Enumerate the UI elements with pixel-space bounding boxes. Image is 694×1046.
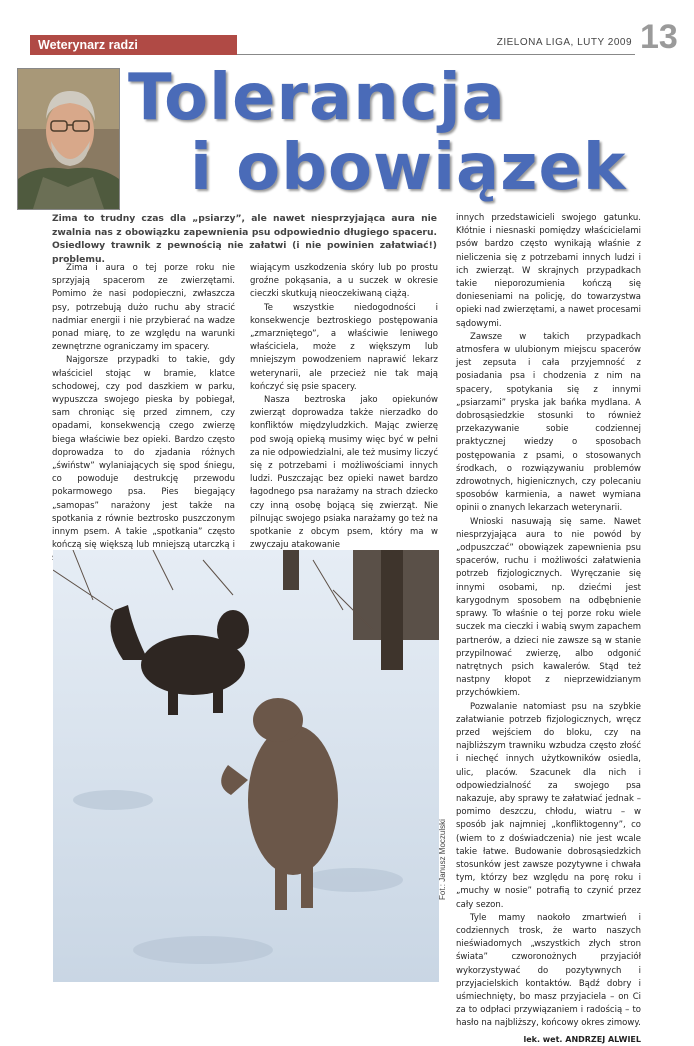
paragraph: wiającym uszkodzenia skóry lub po prostu groźne pokąsania, a u suczek w okresie cieczki skutkują nieoczekiwaną ciążą. — [250, 263, 438, 300]
column-3 — [456, 212, 641, 1046]
section-label: Weterynarz radzi — [38, 38, 138, 52]
paragraph: Wnioski nasuwają się same. Nawet niesprzyjająca aura to nie powód by „odpuszczać” obowiązek zapewnienia psu spacerów, ruchu i możliwości załatwienia potrzeb fizjologicznych. Wyręczanie się innymi osobami, np. dziećmi jest karygodnym sposobem na odbębnienie sprawy. To właśnie o tej porze roku wiele suczek ma cieczki i wabią swym zapachem partnerów, a dzieci nie zawsze są w stanie przypilnować zwierzę, albo odgonić natrętnych psich kawalerów. Stąd też nastpny kłopot z nieprzewidzianym przychówkiem. — [456, 516, 641, 699]
paragraph: Pozwalanie natomiast psu na szybkie załatwianie potrzeb fizjologicznych, wręcz przed wejściem do bloku, czy na najbliższym trawniku wzbudza często złość i niechęć innych użytkowników osiedla, ulic, placów. Szacunek dla nich i odpowiedzialność za swojego psa nakazuje, aby sprawy te załatwiać jednak – pomimo deszczu, chłodu, wiatru – w sposób jak najmniej „konfliktogenny”, co (wiem to z doświadczenia) nie jest wcale takie łatwe. Budowanie dobrosąsiedzkich stosunków jest zawsze pozytywne i chwała tym, którzy bez względu na porę roku i „muchy w nosie” potrafią to czynić przez cały sezon. — [456, 701, 641, 910]
column-2 — [250, 262, 438, 552]
photo-credit: Fot.: Janusz Moczulski — [438, 819, 447, 900]
header-rule — [237, 54, 635, 55]
article-title-line2: i obowiązek — [190, 131, 627, 205]
paragraph: Nasza beztroska jako opiekunów zwierząt doprowadza także nierzadko do konfliktów międzyludzkich. Mając zwierzę pod swoją opieką musimy więc być w pełni za nie odpowiedzialni, ale też musimy liczyć się z potrzebami i możliwościami innych ludzi. Puszczając bez opieki nawet bardzo łagodnego psa narażamy na strach dziecko czy inną osobę bojącą się zwierząt. Nie pilnując swojego psiaka narażamy go też na spotkanie z obcym psem, który ma w zwyczaju atakowanie — [250, 395, 438, 551]
paragraph: Tyle mamy naokoło zmartwień i codziennych trosk, że warto naszych nieświadomych „wszystkich złych stron świata” czworonożnych przyjaciół wykorzystywać do pozytywnych i przyjacielskich kontaktów. Bądź dobry i uśmiechnięty, bo masz przyjaciela – on Ci za to odpłaci przywiązaniem i radością – to hasło na najbliższy, końcowy okres zimowy. — [456, 912, 641, 1029]
paragraph: innych przedstawicieli swojego gatunku. Kłótnie i niesnaski pomiędzy właścicielami psów bardzo często wynikają właśnie z nieliczenia się z potrzebami innych ludzi i ich zwierząt. W skrajnych przypadkach takie nieporozumienia kończą się donieseniami na policję, do towarzystwa opieki nad zwierzętami, a nawet procesami sądowymi. — [456, 213, 641, 329]
publication-line: ZIELONA LIGA, LUTY 2009 — [496, 37, 632, 48]
paragraph: Zima i aura o tej porze roku nie sprzyjają spacerom ze zwierzętami. Pomimo że nasi podopieczni, zwłaszcza psy, potrzebują dużo ruchu aby stracić nadmiar energii i nie przybierać na wadze ponad miarę, to ze względu na warunki zewnętrzne ograniczamy im spacery. — [52, 263, 235, 353]
column-1 — [52, 262, 235, 566]
page-number: 13 — [640, 18, 678, 56]
author-photo — [17, 68, 120, 210]
article-title-line1: Tolerancja — [128, 61, 506, 135]
dogs-in-snow-photo — [53, 550, 439, 982]
lead-paragraph: Zima to trudny czas dla „psiarzy”, ale nawet niesprzyjająca aura nie zwalnia nas z obowiązku zapewnienia psu odpowiednio długiego spaceru. Osiedlowy trawnik z pewnością nie załatwi (i nie powinien załatwiać!) problemu. — [52, 213, 437, 265]
paragraph: Najgorsze przypadki to takie, gdy właściciel stojąc w bramie, klatce schodowej, czy pod daszkiem w parku, wypuszcza swojego pieska by pobiegał, sam chroniąc się przed zimnem, czy opadami, konsekwencją czego zwierzę biega właściwie bez opieki. Bardzo często doprowadza to do zjadania różnych „świństw” wylaniających się spod śniegu, co powoduje destrukcję przewodu pokarmowego psa. Pies biegający „samopas” narażony jest także na spotkania z równie beztrosko puszczonym innym psem. A takie „spotkania” często kończą się większą lub mniejszą utarczką i — [52, 355, 235, 551]
paragraph: Zawsze w takich przypadkach atmosfera w ulubionym miejscu spacerów jest zepsuta i cała przyjemność z posiadania psa i chodzenia z nim na spacery, spotykania się z innymi „psiarzami” pryska jak bańka mydlana. A dobrosąsiedzkie stosunki to również przekazywanie sobie codziennej praktycznej wiedzy o sposobach postępowania z psami, o stosowanych środkach, o rozwiązywaniu problemów zdrowotnych, higienicznych, czy polecaniu sposobów karmienia, a nawet wymiana opinii o znanych lekarzach weterynarii. — [456, 331, 641, 514]
author-signature: lek. wet. ANDRZEJ ALWIEL — [523, 1034, 641, 1044]
paragraph: Te wszystkie niedogodności i konsekwencje beztroskiego postępowania „zmarzniętego”, a właściwie leniwego właściciela, może z większym lub mniejszym powodzeniem naprawić lekarz weterynarii, ale przecież nie tak mają kończyć się psie spacery. — [250, 302, 438, 392]
section-bar — [30, 35, 237, 55]
